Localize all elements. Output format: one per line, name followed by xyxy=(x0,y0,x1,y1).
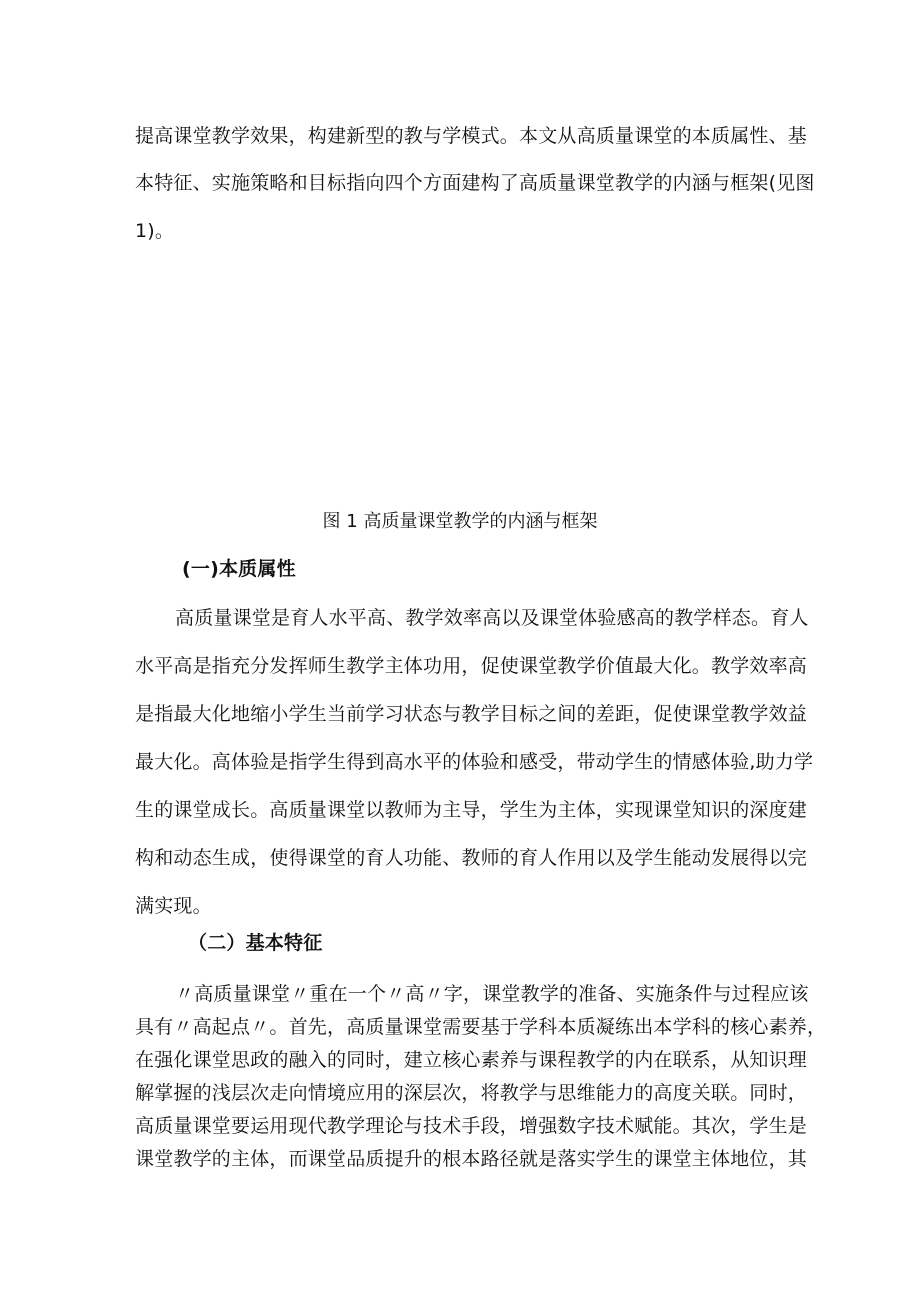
section2-line-4: 解掌握的浅层次走向情境应用的深层次，将教学与思维能力的高度关联。同时， xyxy=(135,1082,808,1104)
figure-caption: 图 1 高质量课堂教学的内涵与框架 xyxy=(322,511,598,532)
intro-line-3: 1)。 xyxy=(135,220,175,242)
section1-line-7: 满实现。 xyxy=(135,895,212,917)
intro-line-2: 本特征、实施策略和目标指向四个方面建构了高质量课堂教学的内涵与框架(见图 xyxy=(135,172,815,194)
section-heading-essential-attributes: (一)本质属性 xyxy=(182,558,296,580)
section1-line-5: 生的课堂成长。高质量课堂以教师为主导，学生为主体，实现课堂知识的深度建 xyxy=(135,799,808,821)
section-heading-basic-features: （二）基本特征 xyxy=(188,932,323,954)
section2-line-2: 具有〃高起点〃。首先，高质量课堂需要基于学科本质凝练出本学科的核心素养， xyxy=(135,1016,827,1038)
section1-line-6: 构和动态生成，使得课堂的育人功能、教师的育人作用以及学生能动发展得以完 xyxy=(135,847,808,869)
section1-line-1: 高质量课堂是育人水平高、教学效率高以及课堂体验感高的教学样态。育人 xyxy=(175,607,809,629)
section2-line-5: 高质量课堂要运用现代教学理论与技术手段，增强数字技术赋能。其次，学生是 xyxy=(135,1115,808,1137)
section1-line-2: 水平高是指充分发挥师生教学主体功用，促使课堂教学价值最大化。教学效率高 xyxy=(135,655,808,677)
section2-line-3: 在强化课堂思政的融入的同时，建立核心素养与课程教学的内在联系，从知识理 xyxy=(135,1049,808,1071)
intro-line-1: 提高课堂教学效果，构建新型的教与学模式。本文从高质量课堂的本质属性、基 xyxy=(135,125,808,147)
section2-line-6: 课堂教学的主体，而课堂品质提升的根本路径就是落实学生的课堂主体地位，其 xyxy=(135,1148,808,1170)
section1-line-3: 是指最大化地缩小学生当前学习状态与教学目标之间的差距，促使课堂教学效益 xyxy=(135,703,808,725)
figure-placeholder xyxy=(135,260,785,490)
section1-line-4: 最大化。高体验是指学生得到高水平的体验和感受，带动学生的情感体验,助力学 xyxy=(135,751,814,773)
section2-line-1: 〃高质量课堂〃重在一个〃高〃字，课堂教学的准备、实施条件与过程应该 xyxy=(175,983,809,1005)
